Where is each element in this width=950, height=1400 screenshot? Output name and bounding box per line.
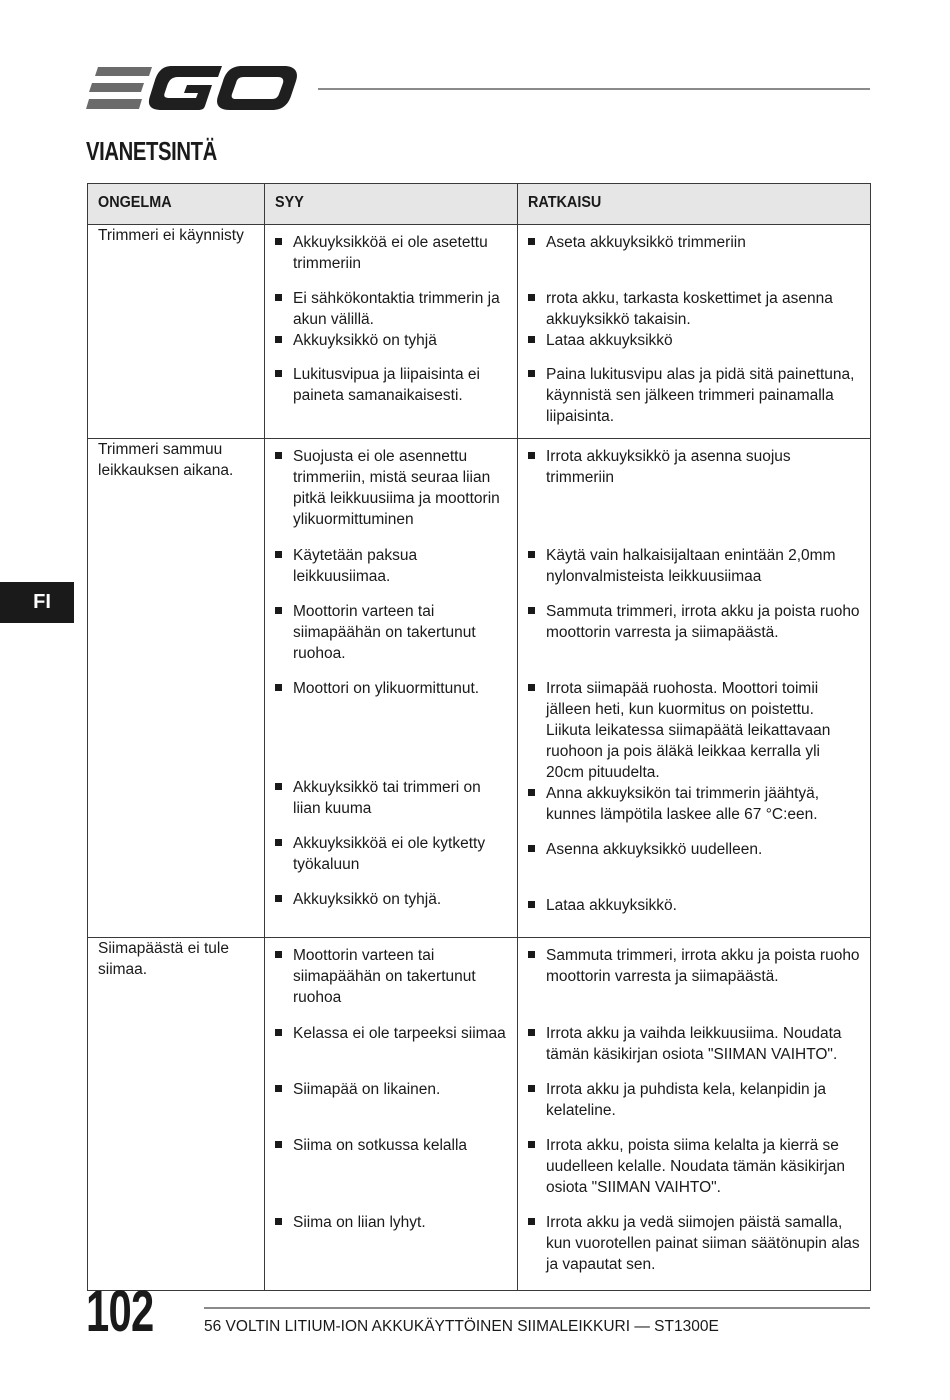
solution-text: Irrota akku, poista siima kelalta ja kierrä se uudelleen kelalle. Noudata tämän käsikirjan osiota "SIIMAN VAIHTO". xyxy=(546,1137,845,1196)
cause-item xyxy=(275,330,509,364)
cause-item xyxy=(275,1023,509,1079)
cause-text: Akkuyksikkö tai trimmeri on liian kuuma xyxy=(293,779,481,817)
solution-item xyxy=(528,545,862,601)
page-title: VIANETSINTÄ xyxy=(86,136,217,166)
square-bullet-icon xyxy=(275,945,293,1023)
cause-text: Siima on liian lyhyt. xyxy=(293,1214,426,1231)
solution-item xyxy=(528,783,862,839)
square-bullet-icon xyxy=(275,1135,293,1212)
solution-cell xyxy=(518,938,871,1291)
solution-text: Aseta akkuyksikkö trimmeriin xyxy=(546,234,746,251)
cause-item xyxy=(275,889,509,923)
solution-text: Käytä vain halkaisijaltaan enintään 2,0mm nylonvalmisteista leikkuusiimaa xyxy=(546,547,836,585)
square-bullet-icon xyxy=(528,446,546,545)
page-number: 102 xyxy=(86,1279,154,1344)
solution-item xyxy=(528,839,862,895)
square-bullet-icon xyxy=(275,364,293,430)
square-bullet-icon xyxy=(275,601,293,678)
table-row xyxy=(88,938,871,1291)
cause-item xyxy=(275,364,509,430)
square-bullet-icon xyxy=(275,446,293,545)
language-tab: FI xyxy=(0,582,74,623)
cause-text: Siimapää on likainen. xyxy=(293,1081,441,1098)
ego-logo xyxy=(86,64,298,112)
table-header-row xyxy=(88,184,871,225)
table-row xyxy=(88,225,871,439)
cause-item xyxy=(275,777,509,833)
solution-item xyxy=(528,288,862,330)
cause-text: Moottorin varteen tai siimapäähän on takertunut ruohoa xyxy=(293,947,476,1006)
solution-text: Anna akkuyksikön tai trimmerin jäähtyä, kunnes lämpötila laskee alle 67 °C:een. xyxy=(546,785,820,823)
cause-item xyxy=(275,601,509,678)
cause-item xyxy=(275,232,509,288)
solution-text: Irrota akku ja vedä siimojen päistä samalla, kun vuorotellen painat siiman säätönupin alas ja vapautat sen. xyxy=(546,1214,860,1273)
solution-item xyxy=(528,330,862,364)
cause-text: Akkuyksikkö on tyhjä xyxy=(293,332,437,349)
solution-item xyxy=(528,1135,862,1212)
solution-item xyxy=(528,446,862,545)
cause-text: Moottori on ylikuormittunut. xyxy=(293,680,480,697)
cause-text: Akkuyksikkö on tyhjä. xyxy=(293,891,442,908)
square-bullet-icon xyxy=(275,1079,293,1135)
solution-text: Paina lukitusvipu alas ja pidä sitä painettuna, käynnistä sen jälkeen trimmeri painamalla liipaisinta. xyxy=(546,366,855,425)
solution-text: Irrota akkuyksikkö ja asenna suojus trimmeriin xyxy=(546,448,791,486)
cause-item xyxy=(275,945,509,1023)
cause-cell xyxy=(265,938,518,1291)
square-bullet-icon xyxy=(275,1212,293,1282)
square-bullet-icon xyxy=(528,1023,546,1079)
troubleshooting-table xyxy=(87,183,871,1291)
cause-item xyxy=(275,1212,509,1282)
header-cause: SYY xyxy=(265,184,518,225)
square-bullet-icon xyxy=(528,364,546,430)
cause-text: Suojusta ei ole asennettu trimmeriin, mistä seuraa liian pitkä leikkuusiima ja moottorin ylikuormittuminen xyxy=(293,448,500,528)
cause-item xyxy=(275,545,509,601)
solution-item xyxy=(528,364,862,430)
square-bullet-icon xyxy=(528,1135,546,1212)
square-bullet-icon xyxy=(528,945,546,1023)
solution-item xyxy=(528,895,862,929)
cause-item xyxy=(275,1079,509,1135)
problem-cell: Trimmeri ei käynnisty xyxy=(88,225,265,439)
header-rule xyxy=(318,88,870,90)
solution-item xyxy=(528,601,862,678)
cause-text: Ei sähkökontaktia trimmerin ja akun välillä. xyxy=(293,290,500,328)
cause-item xyxy=(275,833,509,889)
solution-cell xyxy=(518,225,871,439)
cause-item xyxy=(275,446,509,545)
square-bullet-icon xyxy=(275,545,293,601)
square-bullet-icon xyxy=(528,839,546,895)
square-bullet-icon xyxy=(528,330,546,364)
cause-text: Kelassa ei ole tarpeeksi siimaa xyxy=(293,1025,506,1042)
problem-cell: Trimmeri sammuu leikkauksen aikana. xyxy=(88,439,265,938)
square-bullet-icon xyxy=(528,1212,546,1282)
square-bullet-icon xyxy=(528,545,546,601)
solution-item xyxy=(528,1212,862,1282)
solution-text: Sammuta trimmeri, irrota akku ja poista ruoho moottorin varresta ja siimapäästä. xyxy=(546,947,860,985)
cause-item xyxy=(275,678,509,777)
square-bullet-icon xyxy=(528,1079,546,1135)
solution-item xyxy=(528,945,862,1023)
cause-text: Lukitusvipua ja liipaisinta ei paineta samanaikaisesti. xyxy=(293,366,480,404)
square-bullet-icon xyxy=(528,783,546,839)
footer-product-title: 56 VOLTIN LITIUM-ION AKKUKÄYTTÖINEN SIIMALEIKKURI — ST1300E xyxy=(204,1318,719,1335)
square-bullet-icon xyxy=(528,678,546,783)
square-bullet-icon xyxy=(275,330,293,364)
cause-item xyxy=(275,1135,509,1212)
header-solution: RATKAISU xyxy=(518,184,871,225)
solution-text: Asenna akkuyksikkö uudelleen. xyxy=(546,841,763,858)
square-bullet-icon xyxy=(275,833,293,889)
square-bullet-icon xyxy=(528,232,546,288)
table-body xyxy=(88,225,871,1291)
header-problem: ONGELMA xyxy=(88,184,265,225)
cause-text: Siima on sotkussa kelalla xyxy=(293,1137,468,1154)
cause-item xyxy=(275,288,509,330)
square-bullet-icon xyxy=(528,601,546,678)
solution-text: Lataa akkuyksikkö xyxy=(546,332,673,349)
solution-item xyxy=(528,1023,862,1079)
solution-text: Sammuta trimmeri, irrota akku ja poista ruoho moottorin varresta ja siimapäästä. xyxy=(546,603,860,641)
cause-cell xyxy=(265,439,518,938)
cause-text: Moottorin varteen tai siimapäähän on takertunut ruohoa. xyxy=(293,603,476,662)
cause-text: Käytetään paksua leikkuusiimaa. xyxy=(293,547,418,585)
square-bullet-icon xyxy=(275,777,293,833)
solution-text: Irrota siimapää ruohosta. Moottori toimii jälleen heti, kun kuormitus on poistettu. Liikuta leikatessa siimapäätä leikattavaan ruohoon ja pois äläkä leikkaa kerralla yli 20cm pituudelta. xyxy=(546,680,831,781)
square-bullet-icon xyxy=(275,232,293,288)
square-bullet-icon xyxy=(275,678,293,777)
solution-text: Irrota akku ja puhdista kela, kelanpidin ja kelateline. xyxy=(546,1081,827,1119)
solution-item xyxy=(528,1079,862,1135)
square-bullet-icon xyxy=(275,1023,293,1079)
table-row xyxy=(88,439,871,938)
cause-text: Akkuyksikköä ei ole asetettu trimmeriin xyxy=(293,234,488,272)
problem-cell: Siimapäästä ei tule siimaa. xyxy=(88,938,265,1291)
cause-cell xyxy=(265,225,518,439)
solution-cell xyxy=(518,439,871,938)
solution-text: Lataa akkuyksikkö. xyxy=(546,897,677,914)
solution-item xyxy=(528,678,862,783)
square-bullet-icon xyxy=(275,889,293,923)
square-bullet-icon xyxy=(275,288,293,330)
solution-text: rrota akku, tarkasta koskettimet ja asenna akkuyksikkö takaisin. xyxy=(546,290,833,328)
square-bullet-icon xyxy=(528,288,546,330)
footer-rule xyxy=(204,1307,870,1309)
solution-item xyxy=(528,232,862,288)
cause-text: Akkuyksikköä ei ole kytketty työkaluun xyxy=(293,835,486,873)
square-bullet-icon xyxy=(528,895,546,929)
solution-text: Irrota akku ja vaihda leikkuusiima. Noudata tämän käsikirjan osiota "SIIMAN VAIHTO". xyxy=(546,1025,842,1063)
